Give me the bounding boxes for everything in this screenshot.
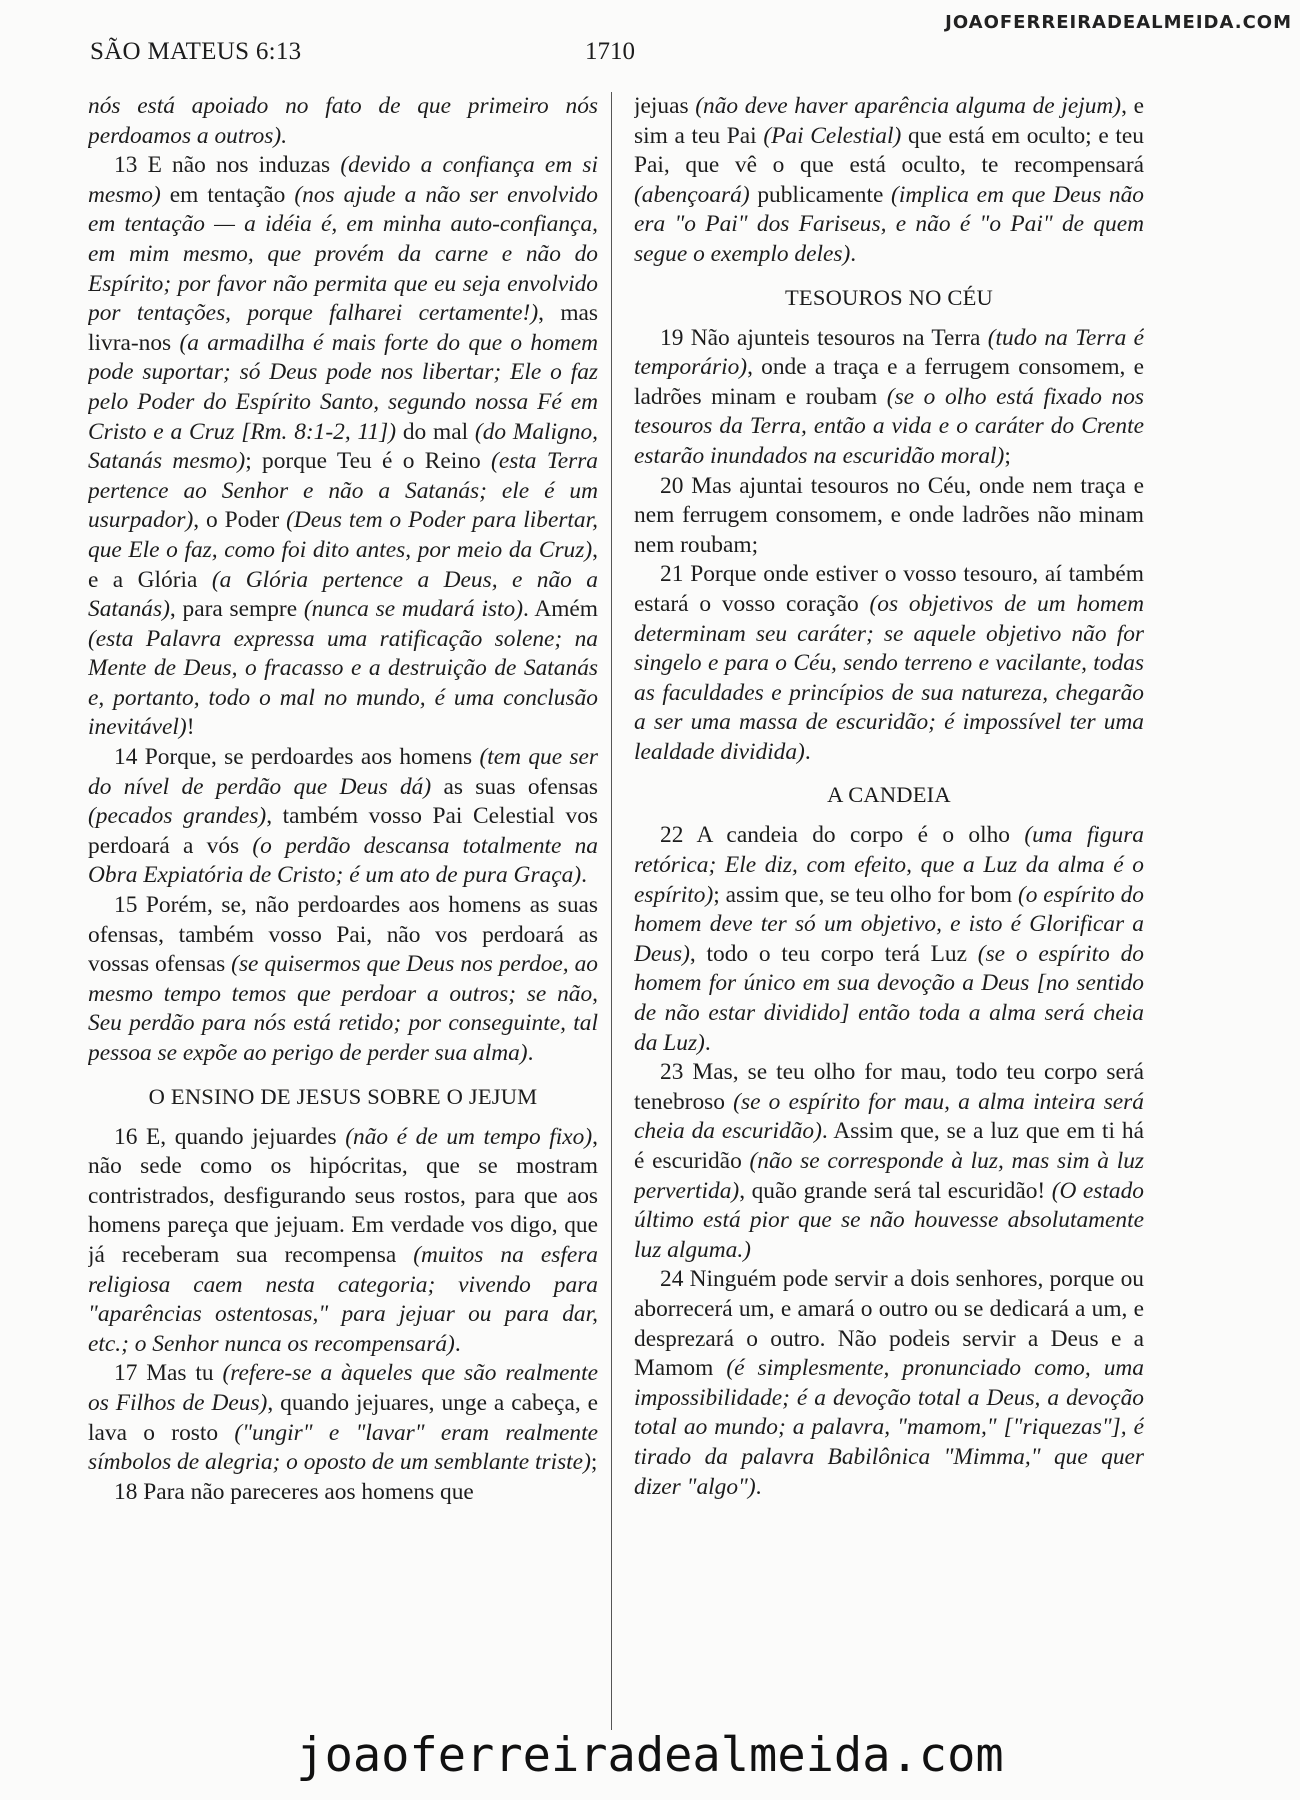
verse-text: ; — [590, 1449, 598, 1476]
verse-text: , e sim a teu Pai — [634, 93, 1144, 149]
verse-text: . — [804, 738, 811, 765]
verse-text: 17 Mas tu — [114, 1360, 223, 1387]
verse-text: . — [581, 862, 587, 889]
verse-text: 22 A candeia do corpo é o olho — [660, 822, 1025, 849]
commentary: (nunca se mudará isto) — [303, 596, 523, 623]
commentary: (esta Terra pertence ao Senhor e não a Satanás; ele é um usurpador) — [88, 448, 598, 534]
verse-13 — [88, 151, 598, 743]
verse-22 — [634, 821, 1144, 1058]
commentary: (os objetivos de um homem determinam seu caráter; se aquele objetivo não for singelo e para o Céu, sendo terreno e vacilante, todas as faculdades e princípios de sua natureza, chegarão a ser uma massa de escuridão; é impossível ter uma lealdade dividida) — [634, 590, 1144, 765]
commentary: (se quisermos que Deus nos perdoe, ao mesmo tempo temos que perdoar a outros; se não, Seu perdão para nós está retido; por conseguinte, tal pessoa se expõe ao perigo de perder sua alma) — [88, 951, 598, 1066]
commentary: (uma figura retórica; Ele diz, com efeito, que a Luz da alma é o espírito) — [634, 822, 1144, 908]
verse-text: 19 Não ajunteis tesouros na Terra — [660, 324, 988, 351]
commentary: nós está apoiado no fato de que primeiro nós perdoamos a outros). — [88, 93, 598, 149]
section-heading-lamp: A CANDEIA — [827, 782, 951, 808]
verse-text: . — [454, 1330, 461, 1357]
verse-text: em tentação — [160, 181, 295, 208]
verse-19 — [634, 324, 1144, 472]
commentary: (se o espírito do homem for único em sua devoção a Deus [no sentido de não estar dividido] então toda a alma será cheia da Luz) — [634, 940, 1144, 1056]
verse-17 — [88, 1359, 598, 1477]
verse-18 — [88, 1478, 598, 1508]
commentary: (o perdão descansa totalmente na Obra Expiatória de Cristo; é um ato de pura Graça) — [88, 832, 598, 889]
page-number: 1710 — [585, 38, 635, 65]
verse-text: 21 Porque onde estiver o vosso tesouro, aí também estará o vosso coração — [634, 561, 1144, 617]
verse-text: , e a Glória — [88, 536, 598, 593]
verse-text: . — [850, 240, 857, 267]
commentary: (não é de um tempo fixo) — [345, 1123, 593, 1150]
section-heading-fasting: O ENSINO DE JESUS SOBRE O JEJUM — [148, 1083, 538, 1109]
verse-text: . — [704, 1029, 711, 1056]
commentary: (O estado último está pior que se não houvesse absolutamente luz alguma.) — [634, 1177, 1144, 1263]
commentary: (implica em que Deus não era "o Pai" dos Fariseus, e não é "o Pai" de quem segue o exemplo deles) — [634, 181, 1144, 267]
verse-text: as suas ofensas — [431, 773, 598, 800]
commentary: ("ungir" e "lavar" eram realmente símbolos de alegria; o oposto de um semblante triste) — [88, 1419, 598, 1476]
verse-text: ; — [1004, 442, 1011, 469]
commentary: (não se corresponde à luz, mas sim à luz pervertida) — [634, 1148, 1144, 1204]
commentary: (Deus tem o Poder para libertar, que Ele o faz, como foi dito antes, por meio da Cruz) — [88, 507, 598, 563]
right-column — [634, 92, 1144, 1734]
commentary: (é simplesmente, pronunciado como, uma impossibilidade; é a devoção total a Deus, a devoção total ao mundo; a palavra, "mamom," ["riquezas"], é tirado da palavra Babilônica "Mimma," que quer dizer "algo") — [634, 1355, 1144, 1500]
verse-text: 18 Para não pareceres aos homens que — [114, 1478, 474, 1505]
commentary: (se o olho está fixado nos tesouros da Terra, então a vida e o caráter do Crente estarão inundados na escuridão moral) — [634, 383, 1144, 469]
commentary: (pecados grandes) — [88, 803, 267, 830]
verse-text: , mas livra-nos — [88, 300, 598, 356]
commentary: (nos ajude a não ser envolvido em tentação — a idéia é, em minha auto-confiança, em mim mesmo, que provém da carne e não do Espírito; por favor não permita que eu seja envolvido por tentações, porque falharei certamente!) — [88, 181, 598, 327]
verse-text: que está em oculto; e teu Pai, que vê o que está oculto, te recompensará — [634, 122, 1144, 179]
verse-14 — [88, 743, 598, 891]
verse-21 — [634, 560, 1144, 767]
verse-24 — [634, 1265, 1144, 1502]
commentary: (se o espírito for mau, a alma inteira será cheia da escuridão) — [634, 1088, 1144, 1145]
verse-18-continuation — [634, 92, 1144, 270]
verse-text: ! — [186, 714, 195, 741]
verse-text: . — [755, 1473, 762, 1500]
verse-20 — [634, 472, 1144, 561]
verse-16 — [88, 1123, 598, 1360]
verse-text: 24 Ninguém pode servir a dois senhores, porque ou aborrecerá um, e amará o outro ou se dedicará a um, e desprezará o outro. Não podeis servir a Deus e a Mamom — [634, 1266, 1144, 1382]
verse-text: , onde a traça e a ferrugem consomem, e ladrões minam e roubam — [634, 354, 1144, 410]
verse-text: ; porque Teu é o Reino — [245, 448, 492, 475]
verse-12-continuation — [88, 92, 598, 151]
commentary: (Pai Celestial) — [763, 122, 902, 149]
commentary: (do Maligno, Satanás mesmo) — [88, 418, 598, 475]
verse-text: , o Poder — [193, 507, 287, 534]
section-heading-treasures: TESOUROS NO CÉU — [784, 284, 994, 310]
commentary: (a armadilha é mais forte do que o homem pode suportar; só Deus pode nos libertar; Ele o faz pelo Poder do Espírito Santo, segundo nossa Fé em Cristo e a Cruz [Rm. 8:1-2, 11]) — [88, 329, 598, 445]
verse-text: 14 Porque, se perdoardes aos homens — [114, 744, 480, 771]
verse-text: jejuas — [634, 93, 696, 119]
verse-text: . — [527, 1040, 534, 1066]
running-header-reference: SÃO MATEUS 6:13 — [90, 38, 302, 65]
commentary: (muitos na esfera religiosa caem nesta categoria; vivendo para "aparências ostentosas," para jejuar ou para dar, etc.; o Senhor nunca os recompensará) — [88, 1241, 598, 1357]
verse-text: . Amém — [523, 596, 598, 623]
commentary: (refere-se a àqueles que são realmente os Filhos de Deus) — [88, 1360, 598, 1416]
verse-text: do mal — [396, 418, 475, 445]
verse-text: 16 E, quando jejuardes — [114, 1123, 346, 1150]
commentary: (tem que ser do nível de perdão que Deus dá) — [88, 744, 598, 800]
commentary: (abençoará) — [634, 181, 750, 208]
commentary: (o espírito do homem deve ter só um objetivo, e isto é Glorificar a Deus) — [634, 881, 1144, 967]
verse-text: , todo o teu corpo terá Luz — [689, 940, 978, 967]
verse-text: 20 Mas ajuntai tesouros no Céu, onde nem traça e nem ferrugem consomem, e onde ladrões não minam nem roubam; — [634, 472, 1144, 558]
verse-text: , quão grande será tal escuridão! — [739, 1177, 1052, 1204]
commentary: (devido a confiança em si mesmo) — [88, 152, 598, 208]
commentary: (esta Palavra expressa uma ratificação solene; na Mente de Deus, o fracasso e a destruição de Satanás e, portanto, todo o mal no mundo, é uma conclusão inevitável) — [88, 625, 598, 741]
verse-15 — [88, 891, 598, 1069]
left-column — [88, 92, 598, 1734]
verse-text: 23 Mas, se teu olho for mau, todo teu corpo será tenebroso — [634, 1059, 1144, 1115]
commentary: (tudo na Terra é temporário) — [634, 324, 1144, 381]
verse-text: publicamente — [749, 181, 892, 208]
commentary: (a Glória pertence a Deus, e não a Satanás) — [88, 566, 598, 623]
commentary: (não deve haver aparência alguma de jejum) — [695, 93, 1122, 119]
verse-text: . Assim que, se a luz que em ti há é escuridão — [634, 1118, 1144, 1174]
verse-text: 13 E não nos induzas — [114, 152, 341, 179]
verse-text: , quando jejuares, unge a cabeça, e lava o rosto — [88, 1389, 598, 1446]
verse-text: , também vosso Pai Celestial vos perdoará a vós — [88, 803, 598, 859]
verse-text: , para sempre — [169, 596, 304, 623]
site-watermark-top: JOAOFERREIRADEALMEIDA.COM — [945, 12, 1292, 33]
column-divider — [611, 92, 612, 1730]
verse-23 — [634, 1058, 1144, 1265]
verse-text: 15 Porém, se, não perdoardes aos homens as suas ofensas, também vosso Pai, não vos perdoará as vossas ofensas — [88, 892, 598, 978]
site-watermark-footer: joaoferreiradealmeida.com — [296, 1728, 1004, 1783]
verse-text: , não sede como os hipócritas, que se mostram contristrados, desfigurando seus rostos, para que aos homens pareça que jejuam. Em verdade vos digo, que já receberam sua recompensa — [88, 1123, 598, 1268]
verse-text: ; assim que, se teu olho for bom — [713, 881, 1018, 908]
